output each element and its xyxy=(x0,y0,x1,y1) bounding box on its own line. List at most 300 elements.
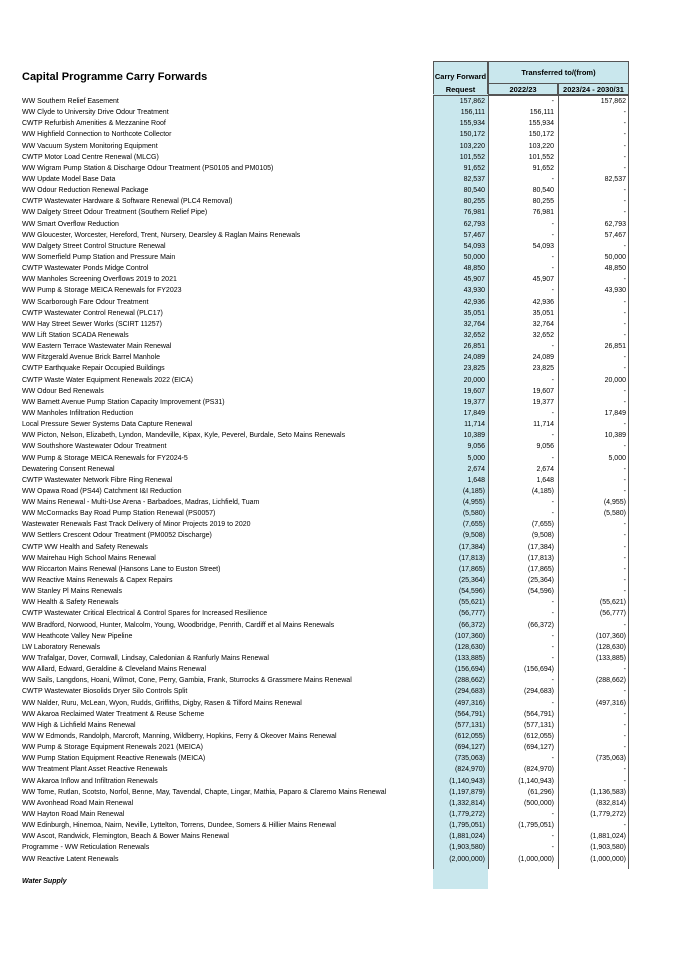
transfer-2023-31-value: - xyxy=(623,565,626,573)
project-name: LW Laboratory Renewals xyxy=(22,643,101,651)
project-name: CWTP Wastewater Biosolids Dryer Silo Controls Split xyxy=(22,688,188,696)
transfer-2022-23-value: - xyxy=(551,833,554,841)
transfer-2023-31-value: - xyxy=(623,109,626,117)
transfer-2023-31-value: (1,000,000) xyxy=(590,855,626,863)
carry-forward-value: (156,694) xyxy=(455,666,485,674)
transfer-2023-31-value: - xyxy=(623,164,626,172)
transfer-2023-31-value: - xyxy=(623,777,626,785)
carry-forward-value: 2,674 xyxy=(467,465,485,473)
carry-forward-value: (577,131) xyxy=(455,721,485,729)
project-name: WW Barnett Avenue Pump Station Capacity Improvement (PS31) xyxy=(22,398,225,406)
project-name: WW Tome, Rutlan, Scotsto, Norfol, Benne, May, Tavendal, Chapte, Lingar, Mathia, Paparo & Claremo Mains Renewal xyxy=(22,788,387,796)
table-row xyxy=(0,207,675,218)
project-name: CWTP Earthquake Repair Occupied Buildings xyxy=(22,365,165,373)
table-row xyxy=(0,408,675,419)
table-row xyxy=(0,129,675,140)
table-row xyxy=(0,842,675,853)
table-row xyxy=(0,664,675,675)
carry-forward-value: 80,540 xyxy=(463,187,485,195)
transfer-2023-31-value: (1,779,272) xyxy=(590,811,626,818)
transfer-2022-23-value: 103,220 xyxy=(528,142,554,150)
transfer-2022-23-value: (9,508) xyxy=(531,532,554,540)
transfer-2022-23-value: (1,795,051) xyxy=(518,822,554,830)
transfer-2022-23-value: - xyxy=(551,677,554,685)
transfer-2022-23-value: - xyxy=(551,755,554,763)
project-name: CWTP Motor Load Centre Renewal (MLCG) xyxy=(22,153,159,161)
carry-forward-value: 101,552 xyxy=(459,153,485,161)
transfer-2023-31-value: - xyxy=(623,476,626,484)
transfer-2022-23-value: 54,093 xyxy=(532,242,554,250)
transfer-2022-23-value: 101,552 xyxy=(528,153,554,161)
transfer-2023-31-value: - xyxy=(623,465,626,473)
transfer-2023-31-value: - xyxy=(623,822,626,830)
transfer-2023-31-value: - xyxy=(623,621,626,629)
project-name: WW Trafalgar, Dover, Cornwall, Lindsay, Caledonian & Ranfurly Mains Renewal xyxy=(22,655,269,663)
transfer-2023-31-value: - xyxy=(623,721,626,729)
table-row xyxy=(0,185,675,196)
project-name: CWTP Wastewater Network Fibre Ring Renewal xyxy=(22,476,173,484)
transfer-2022-23-value: 19,607 xyxy=(532,387,554,395)
carry-forward-value: 10,389 xyxy=(463,432,485,440)
transfer-2023-31-value: - xyxy=(623,543,626,551)
transfer-2023-31-value: (56,777) xyxy=(599,610,626,618)
carry-forward-value: 76,981 xyxy=(463,209,485,217)
transfer-2022-23-value: 42,936 xyxy=(532,298,554,306)
transfer-2023-31-value: (497,316) xyxy=(596,699,626,707)
transfer-2023-31-value: - xyxy=(623,554,626,562)
carry-forward-value: 23,825 xyxy=(463,365,485,373)
project-name: WW Reactive Latent Renewals xyxy=(22,855,119,863)
table-row xyxy=(0,375,675,386)
transfer-2022-23-value: (25,364) xyxy=(527,577,554,585)
table-row xyxy=(0,419,675,430)
carry-forward-value: (694,127) xyxy=(455,744,485,752)
transfer-2022-23-value: 1,648 xyxy=(536,476,554,484)
transfer-2023-31-value: 26,851 xyxy=(604,343,626,351)
table-row xyxy=(0,731,675,742)
transfer-2023-31-value: 10,389 xyxy=(604,432,626,440)
project-name: WW Scarborough Fare Odour Treatment xyxy=(22,298,149,306)
project-name: WW Gloucester, Worcester, Hereford, Trent, Nursery, Dearsley & Raglan Mains Renewals xyxy=(22,231,301,239)
table-row xyxy=(0,274,675,285)
transfer-2023-31-value: 17,849 xyxy=(604,409,626,417)
transfer-2022-23-value: 150,172 xyxy=(528,131,554,139)
table-row xyxy=(0,397,675,408)
transfer-2022-23-value: 91,652 xyxy=(532,164,554,172)
table-row xyxy=(0,330,675,341)
transfer-2023-31-value: (133,885) xyxy=(596,655,626,663)
transfer-2022-23-value: (564,791) xyxy=(524,710,554,718)
table-row xyxy=(0,753,675,764)
carry-forward-value: 62,793 xyxy=(463,220,485,228)
transfer-2023-31-value: - xyxy=(623,276,626,284)
table-row xyxy=(0,854,675,865)
transfer-2022-23-value: - xyxy=(551,811,554,818)
transfer-2023-31-value: (5,580) xyxy=(603,510,626,518)
transfer-2022-23-value: (66,372) xyxy=(527,621,554,629)
carry-forward-value: (54,596) xyxy=(458,588,485,596)
project-name: WW Eastern Terrace Wastewater Main Renewal xyxy=(22,343,172,351)
table-row xyxy=(0,742,675,753)
carry-forward-value: 157,862 xyxy=(459,98,485,105)
carry-forward-value: (1,332,814) xyxy=(449,799,485,807)
carry-forward-value: (4,955) xyxy=(462,499,485,507)
project-name: WW Somerfield Pump Station and Pressure Main xyxy=(22,253,176,261)
transfer-2023-31-value: - xyxy=(623,577,626,585)
project-name: WW Dalgety Street Control Structure Renewal xyxy=(22,242,166,250)
transfer-2022-23-value: - xyxy=(551,231,554,239)
table-row xyxy=(0,308,675,319)
project-name: WW Manholes Infiltration Reduction xyxy=(22,409,134,417)
project-name: WW Treatment Plant Asset Reactive Renewals xyxy=(22,766,168,774)
project-name: Programme - WW Reticulation Renewals xyxy=(22,844,150,852)
project-name: CWTP Wastewater Hardware & Software Renewal (PLC4 Removal) xyxy=(22,198,233,206)
carry-forward-value: (55,621) xyxy=(458,599,485,607)
transfer-2022-23-value: - xyxy=(551,287,554,295)
carry-forward-value: 48,850 xyxy=(463,265,485,273)
carry-forward-value: 80,255 xyxy=(463,198,485,206)
carry-forward-value: (497,316) xyxy=(455,699,485,707)
project-name: WW Pump Station Equipment Reactive Renewals (MEICA) xyxy=(22,755,206,763)
project-name: WW Update Model Base Data xyxy=(22,175,116,183)
table-row xyxy=(0,642,675,653)
transfer-2022-23-value: - xyxy=(551,409,554,417)
table-row xyxy=(0,163,675,174)
table-row xyxy=(0,519,675,530)
transfer-2022-23-value: 80,540 xyxy=(532,187,554,195)
transfer-2023-31-value: - xyxy=(623,153,626,161)
transfer-2022-23-value: - xyxy=(551,454,554,462)
transfer-2022-23-value: 45,907 xyxy=(532,276,554,284)
carry-forward-header-line1: Carry Forward xyxy=(434,72,487,81)
project-name: WW Lift Station SCADA Renewals xyxy=(22,331,129,339)
project-name: WW Picton, Nelson, Elizabeth, Lyndon, Mandeville, Kipax, Kyle, Peverel, Burdale, Seto Mains Renewals xyxy=(22,432,346,440)
transfer-2022-23-value: (17,813) xyxy=(527,554,554,562)
transfer-2023-31-value: - xyxy=(623,387,626,395)
project-name: WW Settlers Crescent Odour Treatment (PM0052 Discharge) xyxy=(22,532,212,540)
carry-forward-value: (612,055) xyxy=(455,733,485,741)
carry-forward-value: (1,779,272) xyxy=(449,811,485,818)
project-name: WW High & Lichfield Mains Renewal xyxy=(22,721,136,729)
project-name: WW Allard, Edward, Geraldine & Cleveland Mains Renewal xyxy=(22,666,207,674)
transfer-2023-31-value: - xyxy=(623,309,626,317)
carry-forward-value: 45,907 xyxy=(463,276,485,284)
year-2023-31-header: 2023/24 - 2030/31 xyxy=(558,84,629,95)
transfer-2023-31-value: (1,136,583) xyxy=(590,788,626,796)
table-row xyxy=(0,620,675,631)
transfer-2022-23-value: 2,674 xyxy=(536,465,554,473)
section-label-water-supply: Water Supply xyxy=(22,878,67,885)
transfer-2022-23-value: - xyxy=(551,699,554,707)
table-row xyxy=(0,285,675,296)
table-row xyxy=(0,764,675,775)
project-name: WW Reactive Mains Renewals & Capex Repairs xyxy=(22,577,173,585)
project-name: WW Highfield Connection to Northcote Collector xyxy=(22,131,172,139)
carry-forward-table xyxy=(0,96,675,865)
carry-forward-value: 42,936 xyxy=(463,298,485,306)
carry-forward-value: (288,662) xyxy=(455,677,485,685)
carry-forward-value: 54,093 xyxy=(463,242,485,250)
table-row xyxy=(0,597,675,608)
transfer-2022-23-value: 24,089 xyxy=(532,354,554,362)
carry-forward-value: 150,172 xyxy=(459,131,485,139)
transfer-2023-31-value: 48,850 xyxy=(604,265,626,273)
table-row xyxy=(0,776,675,787)
carry-forward-value: 5,000 xyxy=(467,454,485,462)
table-row xyxy=(0,241,675,252)
carry-forward-value: 35,051 xyxy=(463,309,485,317)
transfer-2022-23-value: - xyxy=(551,632,554,640)
transfer-2022-23-value: 155,934 xyxy=(528,120,554,128)
table-row xyxy=(0,118,675,129)
table-row xyxy=(0,475,675,486)
project-name: CWTP Waste Water Equipment Renewals 2022 (EICA) xyxy=(22,376,193,384)
carry-forward-value: (564,791) xyxy=(455,710,485,718)
transfer-2022-23-value: (1,000,000) xyxy=(518,855,554,863)
carry-forward-value: (1,140,943) xyxy=(449,777,485,785)
project-name: WW Pump & Storage MEICA Renewals for FY2023 xyxy=(22,287,182,295)
transfer-2023-31-value: (1,903,580) xyxy=(590,844,626,852)
table-row xyxy=(0,297,675,308)
transfer-2023-31-value: - xyxy=(623,398,626,406)
transfer-2022-23-value: - xyxy=(551,499,554,507)
carry-forward-value: 32,764 xyxy=(463,320,485,328)
transfer-2023-31-value: (4,955) xyxy=(603,499,626,507)
transfer-2022-23-value: (156,694) xyxy=(524,666,554,674)
table-row xyxy=(0,386,675,397)
table-row xyxy=(0,631,675,642)
transfer-2022-23-value: - xyxy=(551,220,554,228)
table-row xyxy=(0,219,675,230)
transfer-2022-23-value: (17,384) xyxy=(527,543,554,551)
carry-forward-value: (9,508) xyxy=(462,532,485,540)
transfer-2022-23-value: 80,255 xyxy=(532,198,554,206)
transfer-2022-23-value: (4,185) xyxy=(531,487,554,495)
carry-forward-value: 82,537 xyxy=(463,175,485,183)
carry-forward-value: (66,372) xyxy=(458,621,485,629)
project-name: WW Edinburgh, Hinemoa, Nairn, Neville, Lyttelton, Torrens, Dundee, Somers & Hillier Mains Renewal xyxy=(22,822,336,830)
table-row xyxy=(0,698,675,709)
transfer-2022-23-value: - xyxy=(551,343,554,351)
transfer-2023-31-value: 43,930 xyxy=(604,287,626,295)
carry-forward-value: (17,813) xyxy=(458,554,485,562)
table-row xyxy=(0,174,675,185)
table-row xyxy=(0,96,675,107)
transfer-2023-31-value: 20,000 xyxy=(604,376,626,384)
transfer-2023-31-value: - xyxy=(623,120,626,128)
table-row xyxy=(0,686,675,697)
table-row xyxy=(0,508,675,519)
carry-forward-value: 24,089 xyxy=(463,354,485,362)
project-name: WW Smart Overflow Reduction xyxy=(22,220,119,228)
table-row xyxy=(0,675,675,686)
transfer-2022-23-value: - xyxy=(551,432,554,440)
table-row xyxy=(0,441,675,452)
table-row xyxy=(0,720,675,731)
table-row xyxy=(0,107,675,118)
carry-forward-value: (824,970) xyxy=(455,766,485,774)
project-name: Wastewater Renewals Fast Track Delivery of Minor Projects 2019 to 2020 xyxy=(22,521,251,529)
transfer-2022-23-value: 23,825 xyxy=(532,365,554,373)
project-name: WW Health & Safety Renewals xyxy=(22,599,119,607)
transfer-2022-23-value: 156,111 xyxy=(529,109,554,117)
transfer-2023-31-value: - xyxy=(623,209,626,217)
carry-forward-value: (17,384) xyxy=(458,543,485,551)
transfer-2022-23-value: - xyxy=(551,510,554,518)
table-row xyxy=(0,553,675,564)
transfer-2022-23-value: - xyxy=(551,643,554,651)
transfer-2023-31-value: 157,862 xyxy=(600,98,626,105)
table-row xyxy=(0,430,675,441)
transfer-2023-31-value: - xyxy=(623,688,626,696)
project-name: WW Ascot, Randwick, Flemington, Beach & Bower Mains Renewal xyxy=(22,833,229,841)
project-name: CWTP Wastewater Control Renewal (PLC17) xyxy=(22,309,163,317)
transfer-2022-23-value: (294,683) xyxy=(524,688,554,696)
transfer-2023-31-value: (107,360) xyxy=(596,632,626,640)
carry-forward-value: (1,881,024) xyxy=(449,833,485,841)
transfer-2023-31-value: - xyxy=(623,198,626,206)
table-row xyxy=(0,820,675,831)
table-row xyxy=(0,486,675,497)
transfer-2023-31-value: (55,621) xyxy=(599,599,626,607)
carry-forward-value: 103,220 xyxy=(459,142,485,150)
transfer-2022-23-value: - xyxy=(551,844,554,852)
transfer-2022-23-value: - xyxy=(551,599,554,607)
table-row xyxy=(0,787,675,798)
carry-forward-value: 11,714 xyxy=(464,421,485,429)
transfer-2022-23-value: (1,140,943) xyxy=(518,777,554,785)
carry-forward-value: 9,056 xyxy=(467,443,485,451)
table-row xyxy=(0,263,675,274)
carry-forward-value: 155,934 xyxy=(459,120,485,128)
table-row xyxy=(0,564,675,575)
table-row xyxy=(0,352,675,363)
table-row xyxy=(0,230,675,241)
table-row xyxy=(0,608,675,619)
carry-forward-value: (735,063) xyxy=(455,755,485,763)
transfer-2022-23-value: 76,981 xyxy=(532,209,554,217)
carry-forward-value: (4,185) xyxy=(462,487,485,495)
project-name: WW Vacuum System Monitoring Equipment xyxy=(22,142,158,150)
table-row xyxy=(0,575,675,586)
page-title: Capital Programme Carry Forwards xyxy=(22,71,208,83)
transfer-2023-31-value: 5,000 xyxy=(608,454,626,462)
carry-forward-value: (17,865) xyxy=(458,565,485,573)
transfer-2023-31-value: 82,537 xyxy=(604,175,626,183)
transfer-2022-23-value: (577,131) xyxy=(524,721,554,729)
transfer-2022-23-value: (500,000) xyxy=(524,799,554,807)
project-name: Local Pressure Sewer Systems Data Capture Renewal xyxy=(22,421,193,429)
table-row xyxy=(0,530,675,541)
project-name: Dewatering Consent Renewal xyxy=(22,465,115,473)
table-row xyxy=(0,497,675,508)
transfer-2023-31-value: (1,881,024) xyxy=(590,833,626,841)
transfer-2022-23-value: (54,596) xyxy=(527,588,554,596)
table-row xyxy=(0,152,675,163)
transfer-2022-23-value: 9,056 xyxy=(536,443,554,451)
transfer-2023-31-value: - xyxy=(623,487,626,495)
project-name: WW Hay Street Sewer Works (SCIRT 11257) xyxy=(22,320,162,328)
transfer-2023-31-value: 50,000 xyxy=(604,253,626,261)
table-row xyxy=(0,464,675,475)
project-name: WW Odour Reduction Renewal Package xyxy=(22,187,149,195)
project-name: WW Clyde to University Drive Odour Treatment xyxy=(22,109,169,117)
carry-forward-value: (294,683) xyxy=(455,688,485,696)
carry-forward-value: 156,111 xyxy=(460,109,485,117)
transfer-2023-31-value: - xyxy=(623,131,626,139)
transfer-2023-31-value: - xyxy=(623,744,626,752)
transfer-2022-23-value: - xyxy=(551,265,554,273)
transfer-2023-31-value: - xyxy=(623,187,626,195)
transfer-2022-23-value: - xyxy=(551,610,554,618)
transfer-2022-23-value: - xyxy=(551,98,554,105)
table-row xyxy=(0,341,675,352)
transfer-2022-23-value: - xyxy=(551,175,554,183)
transfer-2022-23-value: 32,652 xyxy=(532,331,554,339)
transfer-2023-31-value: - xyxy=(623,710,626,718)
transfer-2023-31-value: - xyxy=(623,521,626,529)
table-row xyxy=(0,252,675,263)
table-row xyxy=(0,798,675,809)
project-name: WW Opawa Road (PS44) Catchment I&I Reduction xyxy=(22,487,182,495)
carry-forward-value: 91,652 xyxy=(463,164,485,172)
table-row xyxy=(0,196,675,207)
transfer-2022-23-value: (824,970) xyxy=(524,766,554,774)
transfer-2023-31-value: - xyxy=(623,320,626,328)
table-row xyxy=(0,542,675,553)
transfer-2023-31-value: (288,662) xyxy=(596,677,626,685)
carry-forward-value: 26,851 xyxy=(463,343,485,351)
transfer-2022-23-value: (17,865) xyxy=(527,565,554,573)
project-name: WW Stanley Pl Mains Renewals xyxy=(22,588,122,596)
project-name: WW Fitzgerald Avenue Brick Barrel Manhole xyxy=(22,354,160,362)
carry-forward-value: 57,467 xyxy=(463,231,485,239)
carry-forward-value: 19,377 xyxy=(463,398,485,406)
transfer-2023-31-value: (735,063) xyxy=(596,755,626,763)
table-row xyxy=(0,141,675,152)
carry-forward-value: 1,648 xyxy=(467,476,485,484)
transfer-2023-31-value: - xyxy=(623,421,626,429)
table-row xyxy=(0,319,675,330)
transfer-2023-31-value: - xyxy=(623,588,626,596)
project-name: WW Avonhead Road Main Renewal xyxy=(22,799,134,807)
transfer-2023-31-value: - xyxy=(623,666,626,674)
carry-forward-value: 17,849 xyxy=(463,409,485,417)
carry-forward-value: (2,000,000) xyxy=(449,855,485,863)
project-name: WW Southern Relief Easement xyxy=(22,98,119,105)
transfer-2023-31-value: (832,814) xyxy=(596,799,626,807)
transfer-2022-23-value: - xyxy=(551,253,554,261)
transfer-2023-31-value: 62,793 xyxy=(604,220,626,228)
carry-forward-value: (128,630) xyxy=(455,643,485,651)
project-name: WW Nalder, Ruru, McLean, Wyon, Rudds, Griffiths, Digby, Rasen & Tilford Mains Renewal xyxy=(22,699,302,707)
transferred-header: Transferred to/(from) xyxy=(488,61,629,84)
transfer-2023-31-value: - xyxy=(623,443,626,451)
transfer-2022-23-value: 11,714 xyxy=(533,421,554,429)
project-name: WW Heathcote Valley New Pipeline xyxy=(22,632,133,640)
transfer-2022-23-value: 32,764 xyxy=(532,320,554,328)
transfer-2023-31-value: - xyxy=(623,298,626,306)
carry-forward-value: (1,903,580) xyxy=(449,844,485,852)
table-row xyxy=(0,363,675,374)
project-name: WW Pump & Storage Equipment Renewals 2021 (MEICA) xyxy=(22,744,203,752)
carry-forward-value: (107,360) xyxy=(455,632,485,640)
transfer-2023-31-value: - xyxy=(623,331,626,339)
transfer-2022-23-value: 35,051 xyxy=(532,309,554,317)
transfer-2022-23-value: (694,127) xyxy=(524,744,554,752)
project-name: WW Akaroa Inflow and Infiltration Renewals xyxy=(22,777,158,785)
project-name: WW Bradford, Norwood, Hunter, Malcolm, Young, Woodbridge, Penrith, Cardiff et al Mains Renewals xyxy=(22,621,335,629)
